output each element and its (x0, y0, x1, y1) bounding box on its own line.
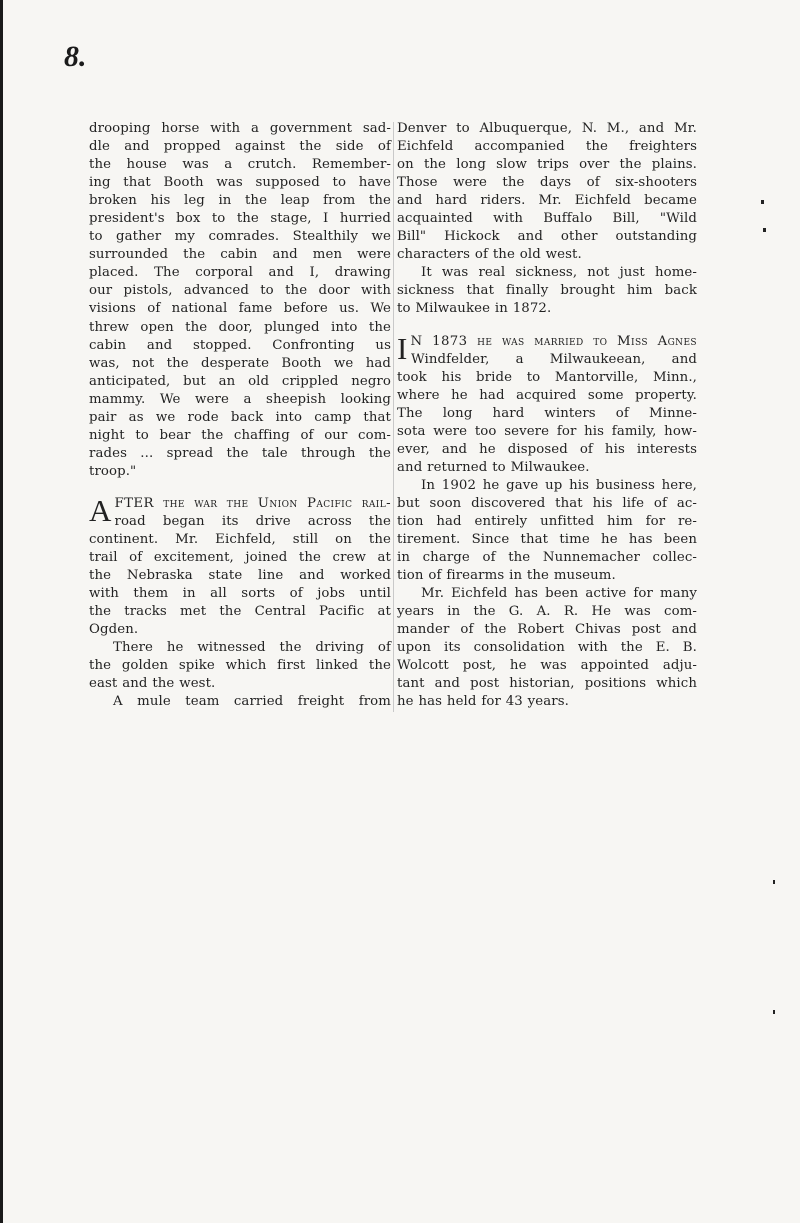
paragraph-gar (397, 585, 697, 711)
text-line: pair as we rode back into camp that (89, 409, 391, 425)
text-line: he has held for 43 years. (397, 694, 569, 710)
scan-mark (763, 228, 766, 232)
text-line: Ogden. (89, 622, 139, 638)
text-line: Denver to Albuquerque, N. M., and Mr. (397, 121, 697, 136)
text-line: to gather my comrades. Stealthily we (89, 229, 391, 245)
text-line: tirement. Since that time he has been (397, 532, 697, 548)
text-line: the tracks met the Central Pacific at (89, 604, 391, 620)
text-line: years in the G. A. R. He was com- (397, 604, 697, 620)
text-line: tion of firearms in the museum. (397, 568, 616, 584)
scan-edge (0, 0, 3, 1223)
text-line: and hard riders. Mr. Eichfeld became (397, 193, 697, 209)
scan-mark (773, 880, 775, 884)
text-line: to Milwaukee in 1872. (397, 301, 552, 317)
text-line: on the long slow trips over the plains. (397, 157, 697, 173)
text-line: tant and post historian, positions which (397, 676, 697, 692)
paragraph-union-pacific (89, 492, 391, 639)
text-line: our pistols, advanced to the door with (89, 283, 391, 299)
paragraph-booth-search (89, 120, 391, 481)
text-line: mammy. We were a sheepish looking (89, 391, 391, 407)
text-line: Windfelder, a Milwaukeean, and (411, 351, 697, 367)
text-line: in charge of the Nunnemacher collec- (397, 550, 697, 566)
text-line: with them in all sorts of jobs until (89, 586, 391, 602)
text-line: In 1902 he gave up his business here, (421, 477, 697, 493)
text-line: the house was a crutch. Remember- (89, 157, 391, 173)
text-line: continent. Mr. Eichfeld, still on the (89, 532, 391, 548)
paragraph-sickness (397, 264, 697, 318)
text-line: Eichfeld accompanied the freighters (397, 139, 697, 155)
text-line: characters of the old west. (397, 247, 582, 263)
text-line: east and the west. (89, 676, 216, 692)
text-line: drooping horse with a government sad- (89, 121, 391, 136)
text-line: mander of the Robert Chivas post and (397, 622, 697, 638)
text-line: acquainted with Buffalo Bill, "Wild (397, 211, 697, 227)
right-column (397, 120, 697, 712)
text-line: N 1873 he was married to Miss Agnes (410, 333, 697, 349)
text-line: where he had acquired some property. (397, 387, 697, 403)
page-number: 8. (64, 40, 87, 73)
text-line: Bill" Hickock and other outstanding (397, 229, 697, 245)
drop-cap: A (89, 492, 112, 528)
paragraph-freighters (397, 120, 697, 264)
text-line: sickness that finally brought him back (397, 283, 697, 299)
text-line: upon its consolidation with the E. B. (397, 640, 697, 656)
text-line: took his bride to Mantorville, Minn., (397, 369, 697, 385)
text-line: but soon discovered that his life of ac- (397, 495, 697, 511)
text-line: road began its drive across the (114, 513, 391, 529)
text-line: anticipated, but an old crippled negro (89, 373, 391, 389)
text-line: threw open the door, plunged into the (89, 319, 391, 335)
scan-mark (773, 1010, 775, 1014)
text-line: rades ... spread the tale through the (89, 445, 391, 461)
paragraph-golden-spike (89, 639, 391, 693)
text-line: sota were too severe for his family, how- (397, 423, 697, 439)
text-line: dle and propped against the side of (89, 139, 391, 155)
text-line: tion had entirely unfitted him for re- (397, 513, 697, 529)
text-line: and returned to Milwaukee. (397, 459, 590, 475)
text-line: night to bear the chaffing of our com- (89, 427, 391, 443)
text-line: There he witnessed the driving of (113, 640, 391, 656)
text-line: troop." (89, 463, 137, 479)
paragraph-marriage (397, 330, 697, 477)
text-line: The long hard winters of Minne- (397, 405, 697, 421)
text-line: It was real sickness, not just home- (421, 265, 697, 281)
text-line: the golden spike which first linked the (89, 658, 391, 674)
text-line: placed. The corporal and I, drawing (89, 265, 391, 281)
paragraph-mule-team (89, 693, 391, 711)
text-line: ever, and he disposed of his interests (397, 441, 697, 457)
text-line: president's box to the stage, I hurried (89, 211, 391, 227)
left-column (89, 120, 391, 712)
text-line: Wolcott post, he was appointed adju- (397, 658, 697, 674)
text-line: cabin and stopped. Confronting us (89, 337, 391, 353)
text-line: Those were the days of six-shooters (397, 175, 697, 191)
text-line: visions of national fame before us. We (89, 301, 391, 317)
text-line: FTER the war the Union Pacific rail- (114, 495, 391, 511)
drop-cap: I (397, 330, 408, 366)
text-line: Mr. Eichfeld has been active for many (421, 586, 697, 602)
text-line: trail of excitement, joined the crew at (89, 550, 391, 566)
text-line: broken his leg in the leap from the (89, 193, 391, 209)
text-line: ing that Booth was supposed to have (89, 175, 391, 191)
paragraph-museum (397, 477, 697, 585)
text-line: A mule team carried freight from (113, 694, 391, 710)
column-divider (393, 122, 394, 712)
text-line: the Nebraska state line and worked (89, 568, 391, 584)
text-line: was, not the desperate Booth we had (89, 355, 391, 371)
scan-mark (761, 200, 764, 204)
text-line: surrounded the cabin and men were (89, 247, 391, 263)
